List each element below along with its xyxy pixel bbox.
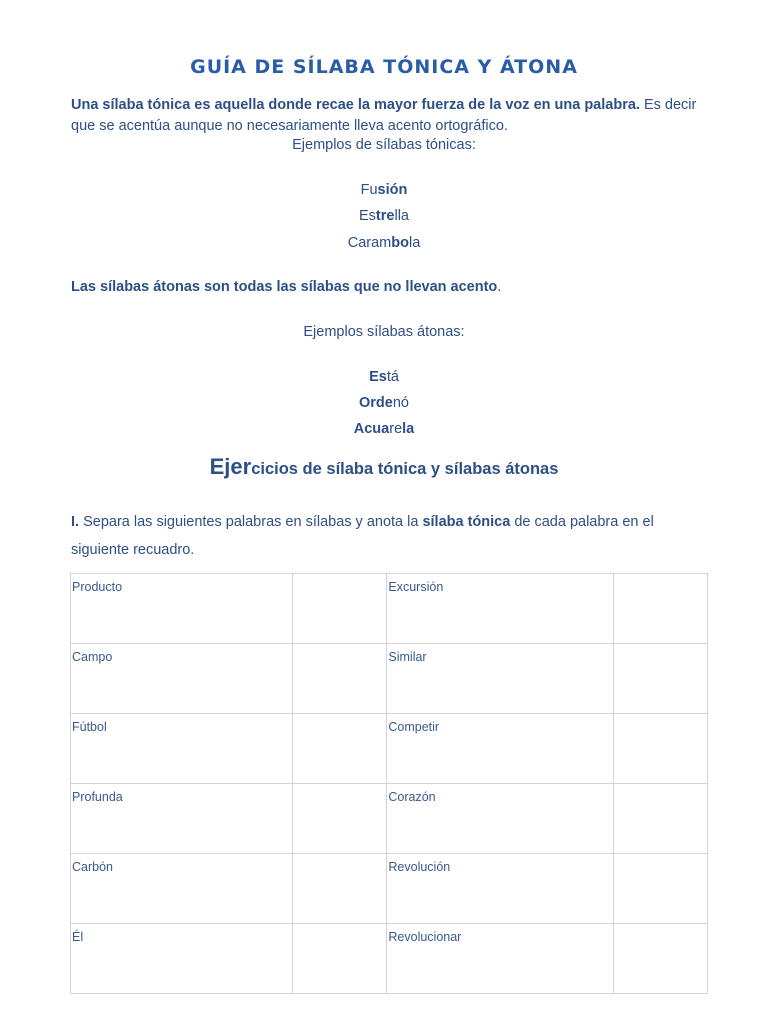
example-part: tá	[386, 369, 399, 385]
tonic-example	[0, 208, 768, 224]
example-part: nó	[392, 395, 409, 411]
table-row	[71, 574, 708, 644]
word-cell: Él	[71, 924, 293, 994]
instruction-text: de cada palabra en el siguiente recuadro.	[71, 514, 654, 558]
word-cell: Campo	[71, 644, 293, 714]
atonic-example	[0, 421, 768, 437]
answer-cell[interactable]	[293, 784, 387, 854]
example-part: lla	[394, 208, 409, 224]
word-cell: Corazón	[387, 784, 613, 854]
example-part: Caram	[347, 235, 392, 251]
answer-cell[interactable]	[613, 924, 707, 994]
example-part: la	[402, 421, 415, 437]
atonic-definition-bold: Las sílabas átonas son todas las sílabas que no llevan acento	[71, 279, 498, 295]
answer-cell[interactable]	[293, 574, 387, 644]
instruction-text: Separa las siguientes palabras en sílabas y anota la	[79, 514, 423, 530]
example-stressed-syllable: bo	[391, 235, 409, 251]
word-cell: Producto	[71, 574, 293, 644]
atonic-example	[0, 369, 768, 385]
table-row	[71, 924, 708, 994]
answer-cell[interactable]	[613, 784, 707, 854]
intro-bold: Una sílaba tónica es aquella donde recae la mayor fuerza de la voz en una palabra.	[71, 97, 640, 113]
word-cell: Fútbol	[71, 714, 293, 784]
word-cell: Carbón	[71, 854, 293, 924]
page-title: GUÍA DE SÍLABA TÓNICA Y ÁTONA	[190, 56, 578, 78]
exercises-heading-start: Ejer	[209, 454, 252, 479]
table-row	[71, 714, 708, 784]
exercises-heading	[0, 454, 768, 480]
table-row	[71, 644, 708, 714]
atonic-example	[0, 395, 768, 411]
example-part: Orde	[359, 395, 393, 411]
word-cell: Revolución	[387, 854, 613, 924]
answer-cell[interactable]	[613, 714, 707, 784]
answer-cell[interactable]	[613, 644, 707, 714]
instruction-paragraph	[71, 508, 691, 564]
example-part: Acua	[353, 421, 390, 437]
atonic-definition-period: .	[497, 279, 502, 295]
table-row	[71, 784, 708, 854]
answer-cell[interactable]	[293, 854, 387, 924]
tonic-examples-label: Ejemplos de sílabas tónicas:	[292, 137, 476, 153]
example-part: re	[389, 421, 403, 437]
tonic-example	[0, 182, 768, 198]
example-part: Es	[369, 369, 387, 385]
example-part: Es	[359, 208, 376, 224]
answer-cell[interactable]	[613, 574, 707, 644]
instruction-bold: sílaba tónica	[422, 514, 511, 530]
answer-cell[interactable]	[293, 714, 387, 784]
word-cell: Similar	[387, 644, 613, 714]
answer-cell[interactable]	[293, 644, 387, 714]
atonic-definition	[71, 279, 501, 295]
atonic-examples-label: Ejemplos sílabas átonas:	[303, 324, 465, 340]
intro-paragraph	[71, 95, 711, 137]
word-cell: Excursión	[387, 574, 613, 644]
word-cell: Profunda	[71, 784, 293, 854]
intro-rest: Es decir que se acentúa aunque no necesariamente lleva acento ortográfico.	[71, 97, 697, 134]
example-stressed-syllable: sión	[377, 182, 408, 198]
exercise-table	[70, 573, 708, 994]
answer-cell[interactable]	[613, 854, 707, 924]
instruction-number: I.	[71, 514, 80, 530]
answer-cell[interactable]	[293, 924, 387, 994]
table-row	[71, 854, 708, 924]
tonic-example	[0, 235, 768, 251]
exercises-heading-rest: cicios de sílaba tónica y sílabas átonas	[251, 460, 559, 478]
example-part: la	[408, 235, 421, 251]
example-part: Fu	[360, 182, 378, 198]
word-cell: Competir	[387, 714, 613, 784]
example-stressed-syllable: tre	[375, 208, 395, 224]
word-cell: Revolucionar	[387, 924, 613, 994]
